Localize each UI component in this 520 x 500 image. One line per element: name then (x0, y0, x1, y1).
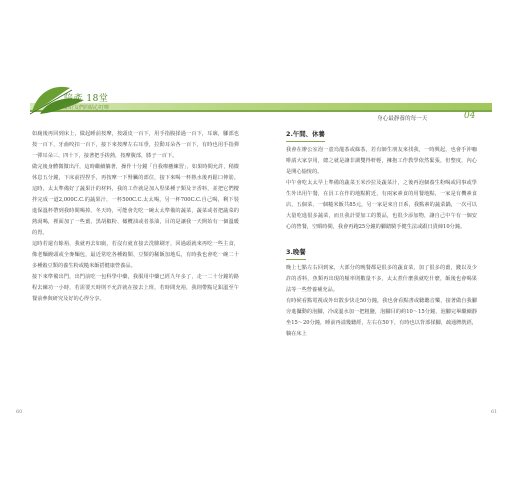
book-brand: 陪產 18堂 (64, 94, 109, 104)
paragraph: 做完後身體微微出汗，這時繼續躺著，操作十分鐘「自我療癒練習」，如果時間允許，稍微休息五分鐘，下床前捏捏手，再按摩一下腎臟的部位，接下來喝一杯熱水後再鬆口伸筋。這時，太太準備好了蔬果汁的材料，我的工作就是加入堅果種子類及辛香料，並把它們攪拌完成一道2,000C.C.的蔬果汁，一杯500C.C.太太喝，另一杯700C.C.自己喝，剩下裝進保溫杯帶到我時間喝掉。冬天時，可能會先吃一碗太太準備的蔬菜，蔬菜或者把蔬菜的熱湯喝，裡面加了一些薑、黑胡椒粉、橄欖油或者茶油，目的是讓我一天開始有一個溫暖的胃。 (32, 164, 239, 236)
paragraph: 中午會吃太太早上準備的蔬菜玉米沙拉及蔬菜汁，之後再泡個養生粉喝或同事或學生外出用午餐，在員工在作的地點附近，有兩家素食的用餐地點，一家是有機素食店，五個菜、一個糙米飯共85元，另一家是來自日系，我點素的蔬菜鍋，一次可以大量吃進很多蔬菜，而且我計要加工的製品，也很少添加物，讓自己中午有一個安心的營餐，空暇時間，我會再跑25分鐘的腳踏騎手健生法或跟日貴締10分鐘。 (286, 180, 477, 230)
left-page-number: 60 (16, 409, 23, 415)
running-title: 身心最靜養的每一天 (377, 116, 428, 122)
left-page-text (32, 129, 239, 305)
paragraph: 有時候看點電視或外出散步快走50分鐘，我也會看點書或聽聽音樂，接著做自我腳旁進攝動的泡腳，冷或溫水加一把粗鹽，泡腳目的約10～15分鐘，泡腳完畢繼續靜坐15～20分鐘，睡前再溢幾聽經，左右在50下，有時也以背部揉腳，疏通脾胱經，躺在床上 (286, 298, 477, 337)
right-page-number: 61 (491, 409, 498, 415)
paragraph: 我會在辦公室泡一壺烏龍茶或綠茶，若有師生朋友來找我，一時興起，也會手沖咖啡請大家享用，總之就是讓非調雙得軒輕，擁抱工作教學依然緊張，但整度，內心是開心愉悅的。 (286, 147, 477, 175)
chapter-number: 04 (464, 111, 476, 121)
paragraph: 這時若還有餘裕，我就再去如廁，若沒有就直接去洗臉刷牙，回過頭就來再吃一些主食，像老麵饅頭或全麥麵包，最近常吃各種穀類、豆類的稀飯加地瓜，有時我也會吃一碗二十多種穀豆類的養生粉或糙米飯搭健康營養品。 (32, 241, 239, 269)
paragraph: 接下來準備出門，出門前吃一包科學中藥，我服用中藥已經九年多了，走一二十分鐘的路程去練功一小時，若需要天時則不允許就在接去上班，若時間充裕，我則帶點足鋁溫至午餐前參與研究及好的心得分享。 (32, 274, 239, 302)
paragraph: 晚上七點左右回到家，大部分的晚餐都是很多的蔬食菜，加了很多的薑，錢以及少許的香料，魚類再出現的頻率則數量不多，太太煮什麼我就吃什麼，飯後也會喝果法等一些營養補充品。 (286, 265, 477, 293)
book-brand-subtitle: 給好友們的貼心叮嚀 (64, 105, 110, 111)
right-page-text (286, 129, 477, 340)
section-title-dinner: 3.晚餐 (286, 247, 306, 260)
section-title-lunch: 2.午間、休養 (286, 129, 325, 142)
paragraph: 如廁後再回到床上，做起睡前按摩，按頭皮一百下，用手指腹揉過一百下，耳廓，腳部也按一百下，牙齒咬扣一百下，接下來按摩左右耳垂，拉動耳朵各一百下，有時也用手指彈一彈耳朵三、四十下，接著把手搓熱，按摩腹部，膝子一百下。 (32, 131, 239, 159)
